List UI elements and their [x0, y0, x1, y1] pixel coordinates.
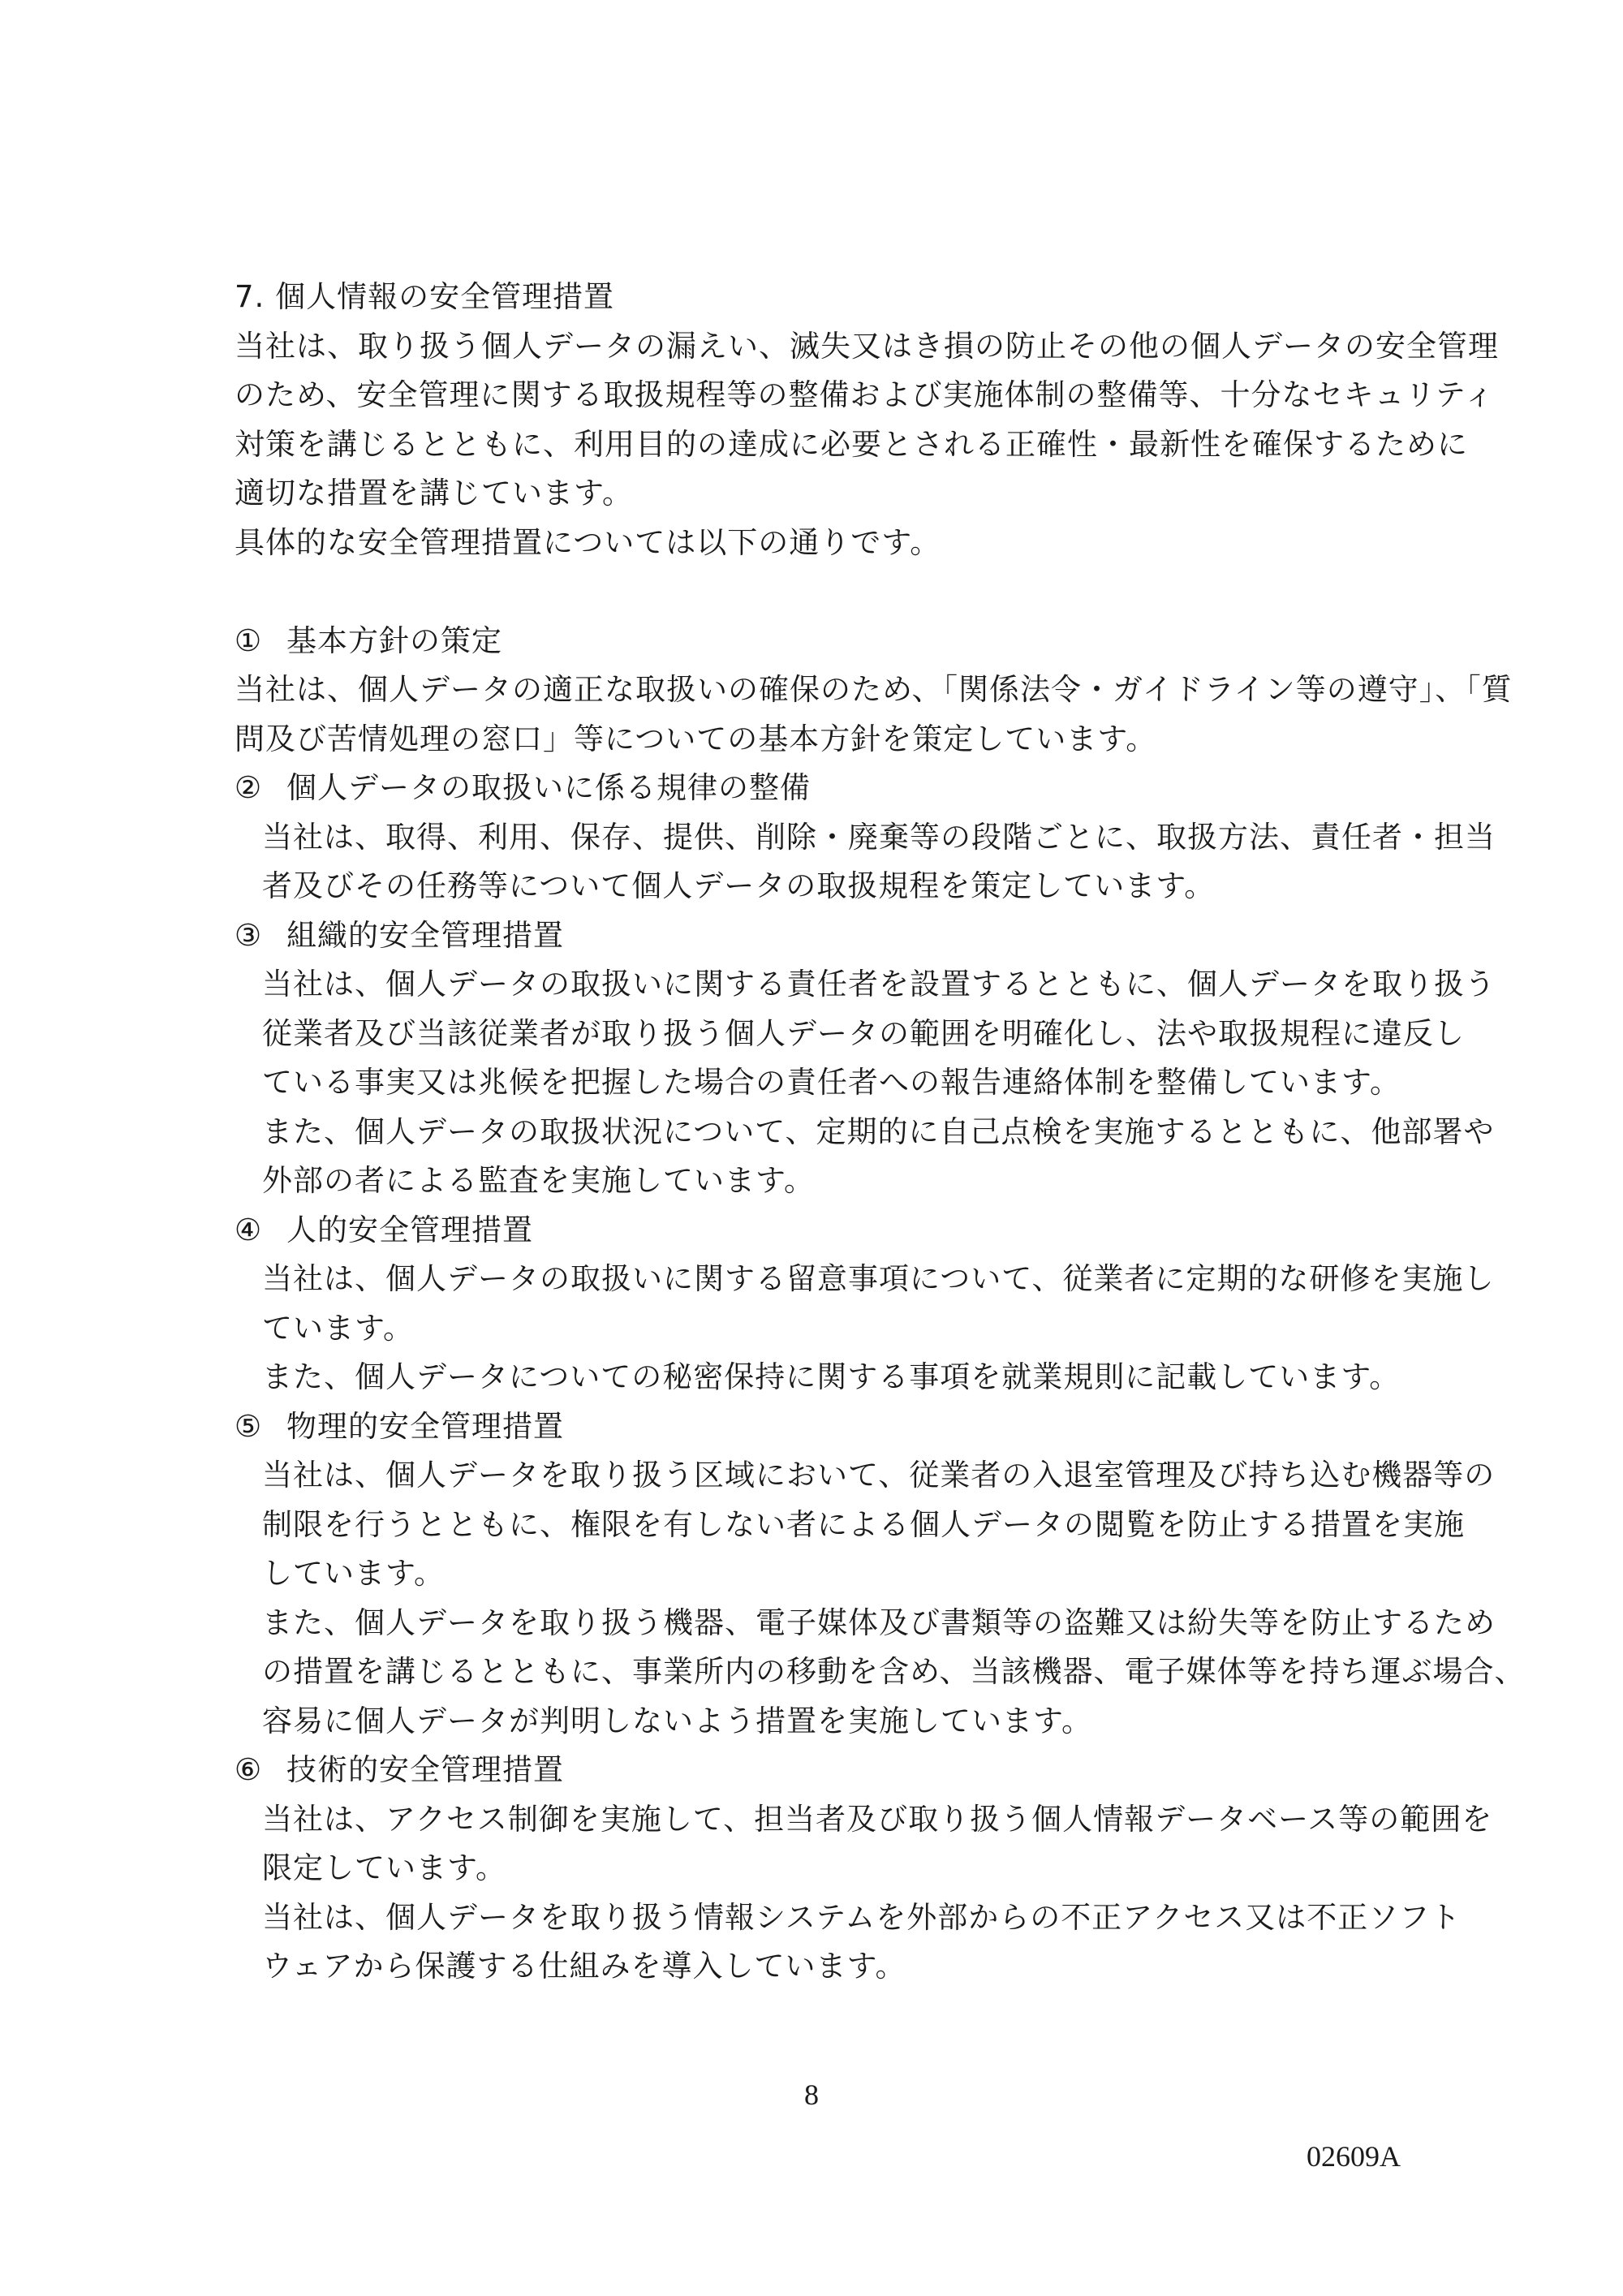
item-heading: [235, 1206, 1411, 1256]
document-code: 02609A: [1307, 2140, 1401, 2173]
item-body-line: また、個人データについての秘密保持に関する事項を就業規則に記載しています。: [262, 1359, 1401, 1394]
item-title: 人的安全管理措置: [286, 1212, 533, 1247]
item-title: 組織的安全管理措置: [286, 917, 564, 953]
item-body-line: 当社は、取得、利用、保存、提供、削除・廃棄等の段階ごとに、取扱方法、責任者・担当: [262, 819, 1496, 855]
item-heading: [235, 1402, 1411, 1452]
document-body: [235, 273, 1526, 1992]
item-body-line: ウェアから保護する仕組みを導入しています。: [262, 1949, 906, 1984]
item-body-line: また、個人データを取り扱う機器、電子媒体及び書類等の盗難又は紛失等を防止するため: [262, 1605, 1496, 1640]
item-body-line: の措置を講じるとともに、事業所内の移動を含め、当該機器、電子媒体等を持ち運ぶ場合、: [262, 1654, 1526, 1689]
item-heading: [235, 764, 1411, 813]
item-heading: [235, 911, 1411, 961]
item-heading: [235, 1746, 1411, 1795]
item-number: ⑥: [235, 1752, 263, 1787]
item-body-line: 容易に個人データが判明しないよう措置を実施しています。: [262, 1703, 1093, 1738]
item-title: 基本方針の策定: [286, 622, 502, 658]
intro-line: 適切な措置を講じています。: [235, 476, 634, 510]
item-number: ③: [235, 917, 263, 953]
item-number: ②: [235, 770, 263, 805]
section-title: 7. 個人情報の安全管理措置: [235, 279, 615, 314]
item-body-line: 当社は、個人データを取り扱う区域において、従業者の入退室管理及び持ち込む機器等の: [262, 1458, 1496, 1493]
intro-line: 対策を講じるとともに、利用目的の達成に必要とされる正確性・最新性を確保するために: [235, 426, 1468, 462]
item-body-line: 限定しています。: [262, 1850, 507, 1885]
item-body-line: ています。: [262, 1310, 415, 1346]
item-body-line: 当社は、個人データの取扱いに関する責任者を設置するとともに、個人データを取り扱う: [262, 967, 1496, 1002]
item-body-line: 者及びその任務等について個人データの取扱規程を策定しています。: [262, 868, 1216, 903]
item-title: 個人データの取扱いに係る規律の整備: [286, 770, 811, 805]
item-heading: [235, 617, 1411, 666]
page-number: 8: [804, 2078, 819, 2111]
item-body-line: 当社は、個人データの適正な取扱いの確保のため、「関係法令・ガイドライン等の遵守」、「質: [235, 672, 1513, 707]
item-body-line: しています。: [262, 1556, 446, 1591]
item-body-line: ている事実又は兆候を把握した場合の責任者への報告連絡体制を整備しています。: [262, 1065, 1401, 1100]
item-title: 物理的安全管理措置: [286, 1408, 564, 1444]
item-body-line: 外部の者による監査を実施しています。: [262, 1163, 816, 1198]
item-body-line: 制限を行うとともに、権限を有しない者による個人データの閲覧を防止する措置を実施: [262, 1506, 1465, 1542]
item-title: 技術的安全管理措置: [286, 1752, 564, 1787]
item-number: ⑤: [235, 1408, 263, 1444]
item-number: ①: [235, 622, 263, 658]
intro-line: 当社は、取り扱う個人データの漏えい、滅失又はき損の防止その他の個人データの安全管理: [235, 328, 1499, 364]
item-body-line: 問及び苦情処理の窓口」等についての基本方針を策定しています。: [235, 721, 1157, 756]
item-body-line: 当社は、個人データを取り扱う情報システムを外部からの不正アクセス又は不正ソフト: [262, 1899, 1462, 1935]
intro-line: 具体的な安全管理措置については以下の通りです。: [235, 524, 941, 560]
item-body-line: 当社は、アクセス制御を実施して、担当者及び取り扱う個人情報データベース等の範囲を: [262, 1801, 1493, 1837]
item-body-line: 当社は、個人データの取扱いに関する留意事項について、従業者に定期的な研修を実施し: [262, 1261, 1495, 1296]
intro-line: のため、安全管理に関する取扱規程等の整備および実施体制の整備等、十分なセキュリティ: [235, 377, 1495, 412]
item-body-line: 従業者及び当該従業者が取り扱う個人データの範囲を明確化し、法や取扱規程に違反し: [262, 1015, 1465, 1051]
spacer: [235, 567, 1411, 617]
item-body-line: また、個人データの取扱状況について、定期的に自己点検を実施するとともに、他部署や: [262, 1114, 1495, 1149]
item-number: ④: [235, 1212, 263, 1247]
